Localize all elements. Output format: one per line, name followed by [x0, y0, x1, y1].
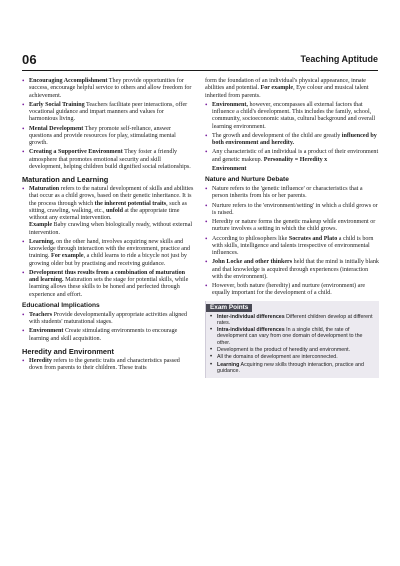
exam-point: • Development is the product of heredity and environment. — [210, 347, 375, 353]
list-item: • Maturation refers to the natural development of skills and abilities that occur as a child grows, based on their genetic inheritance. It is the process through which the inherent potential traits, such as sitting, crawling, walking, etc., unfold at the appropriate time without any external intervention. Example Baby crawling when biologically ready, without external intervention. — [22, 186, 194, 237]
list-item: • Creating a Supportive Environment They foster a friendly atmosphere that promotes emotional security and skill development, helping children build dignified social relationships. — [22, 149, 194, 171]
list-item: • Environment Create stimulating environments to encourage learning and skill acquisition. — [22, 328, 194, 343]
list-item: • John Locke and other thinkers held that the mind is initially blank and that knowledge is acquired through experiences (interaction with the environment). — [205, 259, 379, 281]
exam-points-title: Exam Points — [206, 304, 252, 312]
left-column — [22, 78, 194, 374]
section-heading-maturation: Maturation and Learning — [22, 175, 109, 184]
exam-point: • All the domains of development are interconnected. — [210, 354, 375, 360]
list-item: • The growth and development of the child are greatly influenced by both environment and heredity. — [205, 133, 379, 148]
list-item: • However, both nature (heredity) and nurture (environment) are equally important for the development of a child. — [205, 283, 379, 298]
header-rule — [22, 70, 378, 71]
list-item: • Learning, on the other hand, involves acquiring new skills and knowledge through interaction with the environment, practice and training. For example, a child learns to ride a bicycle not just by growing older but by practising and receiving guidance. — [22, 239, 194, 268]
page-number: 06 — [22, 52, 37, 67]
list-item: • Encouraging Accomplishment They provide opportunities for success, encourage helpful service to others and allow freedom for achievement. — [22, 78, 194, 100]
section-heading-educational: Educational Implications — [22, 301, 100, 309]
exam-point: • Learning Acquiring new skills through interaction, practice and guidance. — [210, 362, 375, 375]
exam-point: • Inter-individual differences Different children develop at different rates. — [210, 314, 375, 327]
right-column — [205, 78, 379, 378]
list-item: • According to philosophers like Socrates and Plato a child is born with skills, intelligence and talents irrespective of environmental influences. — [205, 236, 379, 258]
list-item: • Early Social Training Teachers facilitate peer interactions, offer vocational guidance and impart manners and values for harmonious living. — [22, 102, 194, 124]
page-header — [22, 52, 378, 68]
list-item: • Teachers Provide developmentally appropriate activities aligned with students' maturational stages. — [22, 312, 194, 327]
list-item: • Nurture refers to the 'environment/setting' in which a child grows or is raised. — [205, 203, 379, 218]
exam-point: • Intra-individual differences In a single child, the rate of development can vary from one domain of development to the other. — [210, 327, 375, 346]
list-item: • Mental Development They promote self-reliance, answer questions and provide resources for play, stimulating mental growth. — [22, 126, 194, 148]
list-item: • Environment, however, encompasses all external factors that influence a child's development. This includes the family, school, community, socioeconomic status, cultural background and overall learning environment. — [205, 102, 379, 131]
paragraph-continuation: form the foundation of an individual's physical appearance, innate abilities and potential. For example, Eye colour and musical talent inherited from parents. — [205, 78, 369, 99]
list-item: • Heredity or nature forms the genetic makeup while environment or nurture involves a setting in which the child grows. — [205, 219, 379, 234]
formula-continuation: Environment — [212, 165, 247, 172]
section-heading-nature-nurture: Nature and Nurture Debate — [205, 176, 289, 183]
list-item: • Any characteristic of an individual is a product of their environment and genetic makeup. Personality = Heredity x — [205, 149, 379, 164]
list-item: • Heredity refers to the genetic traits and characteristics passed down from parents to their children. These traits — [22, 358, 194, 373]
section-heading-heredity: Heredity and Environment — [22, 346, 114, 356]
list-item: • Nature refers to the 'genetic influence' or characteristics that a person inherits from his or her parents. — [205, 186, 379, 201]
list-item: • Development thus results from a combination of maturation and learning. Maturation sets the stage for potential skills, while learning allows these skills to be honed and perfected through experience and effort. — [22, 270, 194, 299]
exam-points-box — [205, 301, 379, 379]
running-title: Teaching Aptitude — [300, 54, 378, 64]
